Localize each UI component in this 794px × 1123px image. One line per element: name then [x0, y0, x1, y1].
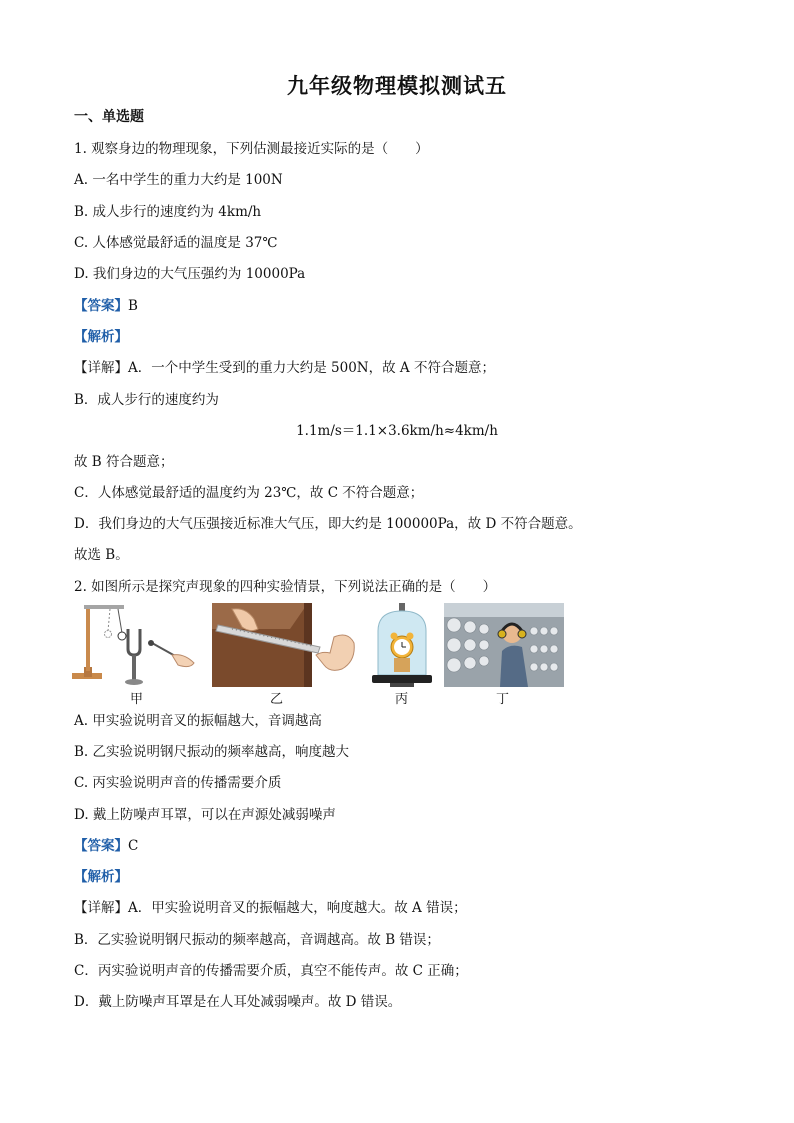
q2-option-b: B. 乙实验说明钢尺振动的频率越高，响度越大: [74, 744, 350, 760]
factory-figure: [444, 603, 564, 687]
q1-detail-d: D．我们身边的大气压强接近标准大气压，即大约是 100000Pa，故 D 不符合题意。: [74, 516, 582, 532]
q2-detail-a: [74, 899, 467, 917]
q2-stem: 2. 如图所示是探究声现象的四种实验情景，下列说法正确的是（ ）: [74, 579, 497, 595]
q2-option-a: A. 甲实验说明音叉的振幅越大，音调越高: [74, 713, 322, 729]
figure-caption-yi: 乙: [270, 692, 284, 707]
q2-option-d: D. 戴上防噪声耳罩，可以在声源处减弱噪声: [74, 807, 336, 823]
detail-text: A．甲实验说明音叉的振幅越大，响度越大。故 A 错误；: [128, 900, 467, 916]
answer-tag: 【答案】: [74, 838, 128, 854]
q1-conclusion: 故选 B。: [74, 547, 129, 563]
q1-stem: 1. 观察身边的物理现象，下列估测最接近实际的是（ ）: [74, 141, 429, 157]
q1-option-b: B. 成人步行的速度约为 4km/h: [74, 204, 262, 220]
answer-tag: 【答案】: [74, 298, 128, 314]
q2-answer: [74, 837, 138, 855]
q1-detail-c: C．人体感觉最舒适的温度约为 23℃，故 C 不符合题意；: [74, 485, 424, 501]
q1-option-d: D. 我们身边的大气压强约为 10000Pa: [74, 266, 306, 282]
q1-formula: 1.1m/s＝1.1×3.6km/h≈4km/h: [296, 423, 498, 439]
figure-caption-ding: 丁: [496, 692, 510, 707]
q2-option-c: C. 丙实验说明声音的传播需要介质: [74, 775, 282, 791]
tuning-fork-figure: [72, 603, 198, 687]
q2-detail-d: D．戴上防噪声耳罩是在人耳处减弱噪声。故 D 错误。: [74, 994, 402, 1010]
ruler-figure: [212, 603, 360, 687]
figure-caption-bing: 丙: [395, 692, 409, 707]
answer-value: C: [128, 838, 139, 854]
detail-tag: 【详解】: [74, 360, 128, 376]
q2-detail-c: C．丙实验说明声音的传播需要介质，真空不能传声。故 C 正确；: [74, 963, 468, 979]
q2-analysis-tag: 【解析】: [74, 869, 128, 885]
q1-option-a: A. 一名中学生的重力大约是 100N: [74, 172, 283, 188]
q1-detail-b2: 故 B 符合题意；: [74, 454, 174, 470]
figure-caption-jia: 甲: [130, 692, 144, 707]
q1-detail-b: B．成人步行的速度约为: [74, 392, 219, 408]
answer-value: B: [128, 298, 138, 314]
q1-detail-a: [74, 359, 495, 377]
q1-analysis-tag: 【解析】: [74, 329, 128, 345]
detail-text: A．一个中学生受到的重力大约是 500N，故 A 不符合题意；: [128, 360, 495, 376]
detail-tag: 【详解】: [74, 900, 128, 916]
section-heading: 一、单选题: [74, 109, 144, 125]
bell-jar-figure: [370, 603, 434, 687]
page-title: 九年级物理模拟测试五: [287, 73, 507, 98]
q1-option-c: C. 人体感觉最舒适的温度是 37℃: [74, 235, 278, 251]
q2-detail-b: B．乙实验说明钢尺振动的频率越高，音调越高。故 B 错误；: [74, 932, 440, 948]
q1-answer: [74, 297, 138, 315]
